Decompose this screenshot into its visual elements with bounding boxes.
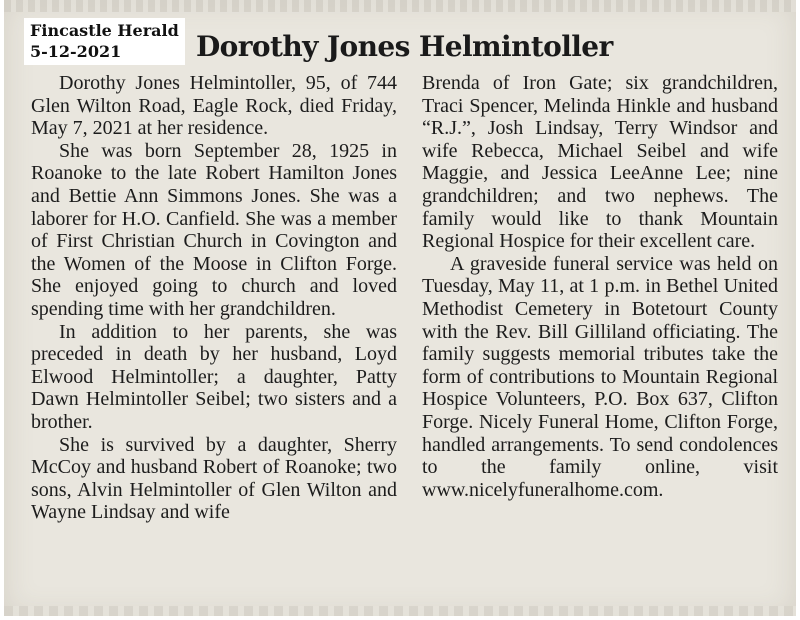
left-column — [31, 72, 397, 524]
paragraph-service: A graveside funeral service was held on Tuesday, May 11, at 1 p.m. in Bethel United Methodist Cemetery in Botetourt County with the Rev. Bill Gilliland officiating. The family suggests memorial tributes take the form of contributions to Mountain Regional Hospice Volunteers, P.O. Box 637, Clifton Forge. Nicely Funeral Home, Clifton Forge, handled arrangements. To send condolences to the family online, visit www.nicelyfuneralhome.com. — [422, 252, 778, 501]
bleed-through-text-top — [4, 0, 796, 12]
newspaper-clipping — [4, 0, 796, 616]
publication-date: 5-12-2021 — [30, 42, 122, 61]
bleed-through-text-bottom — [4, 606, 796, 616]
source-label — [24, 18, 185, 65]
paragraph-survived-continued: Brenda of Iron Gate; six grandchildren, Traci Spencer, Melinda Hinkle and husband “R.J.”, Josh Lindsay, Terry Windsor and wife Rebecca, Michael Seibel and wife Maggie, and Jessica LeeAnne Lee; nine grandchildren; and two nephews. The family would like to thank Mountain Regional Hospice for their excellent care. — [422, 72, 778, 253]
paragraph-biography: She was born September 28, 1925 in Roanoke to the late Robert Hamilton Jones and Bettie Ann Simmons Jones. She was a laborer for H.O. Canfield. She was a member of First Christian Church in Covington and the Women of the Moose in Clifton Forge. She enjoyed going to church and loved spending time with her grandchildren. — [31, 139, 397, 320]
publication-name: Fincastle Herald — [30, 21, 179, 40]
paragraph-preceded: In addition to her parents, she was preceded in death by her husband, Loyd Elwood Helmintoller; a daughter, Patty Dawn Helmintoller Seibel; two sisters and a brother. — [31, 320, 397, 433]
paragraph-intro: Dorothy Jones Helmintoller, 95, of 744 Glen Wilton Road, Eagle Rock, died Friday, May 7, 2021 at her residence. — [31, 72, 397, 140]
paragraph-survived: She is survived by a daughter, Sherry McCoy and husband Robert of Roanoke; two sons, Alvin Helmintoller of Glen Wilton and Wayne Lindsay and wife — [31, 433, 397, 524]
obituary-headline: Dorothy Jones Helmintoller — [196, 30, 613, 63]
right-column — [422, 72, 778, 501]
